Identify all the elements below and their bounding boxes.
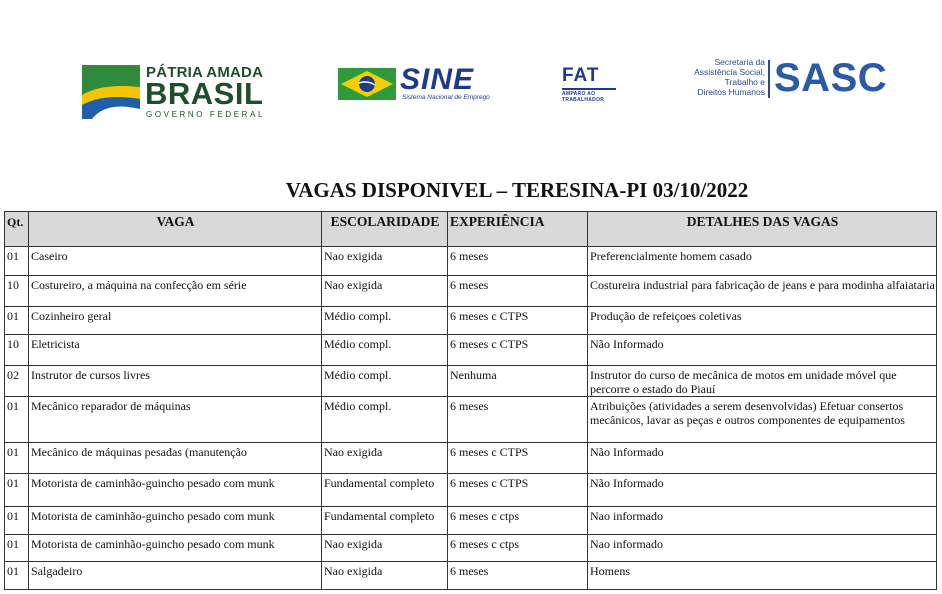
document-title: VAGAS DISPONIVEL – TERESINA-PI 03/10/2022: [285, 178, 749, 202]
cell-experiencia: 6 meses: [448, 562, 588, 590]
cell-vaga: Cozinheiro geral: [29, 307, 322, 335]
cell-escolaridade: Médio compl.: [322, 307, 448, 335]
cell-detalhes: Costureira industrial para fabricação de jeans e para modinha alfaiataria: [588, 276, 937, 307]
cell-detalhes: Nao informado: [588, 507, 937, 535]
cell-qt: 01: [5, 562, 29, 590]
brasil-logo-line2: BRASIL: [145, 76, 264, 111]
brasil-logo-line1: PÁTRIA AMADA: [146, 64, 264, 81]
cell-detalhes: Homens: [588, 562, 937, 590]
cell-vaga: Mecânico reparador de máquinas: [29, 397, 322, 443]
cell-experiencia: 6 meses: [448, 397, 588, 443]
table-row: [5, 276, 937, 307]
cell-vaga: Eletricista: [29, 335, 322, 366]
cell-qt: 01: [5, 397, 29, 443]
header-detalhes: DETALHES DAS VAGAS: [588, 212, 937, 247]
sasc-logo-name: SASC: [774, 56, 888, 100]
cell-escolaridade: Fundamental completo: [322, 474, 448, 507]
patria-amada-brasil-logo: [82, 63, 266, 121]
header-vaga: VAGA: [29, 212, 322, 247]
header-experiencia: EXPERIÊNCIA: [448, 212, 588, 247]
cell-qt: 02: [5, 366, 29, 397]
cell-experiencia: 6 meses: [448, 247, 588, 276]
cell-experiencia: 6 meses c CTPS: [448, 474, 588, 507]
sasc-logo-divider: [768, 60, 770, 98]
sine-logo-name: SINE: [400, 63, 475, 96]
cell-experiencia: 6 meses c CTPS: [448, 335, 588, 366]
cell-escolaridade: Nao exigida: [322, 247, 448, 276]
sine-logo: [338, 63, 514, 106]
table-row: [5, 443, 937, 474]
table-row: [5, 335, 937, 366]
table-row: [5, 307, 937, 335]
cell-vaga: Motorista de caminhão-guincho pesado com munk: [29, 474, 322, 507]
cell-vaga: Caseiro: [29, 247, 322, 276]
cell-escolaridade: Nao exigida: [322, 443, 448, 474]
cell-qt: 10: [5, 335, 29, 366]
cell-vaga: Motorista de caminhão-guincho pesado com munk: [29, 535, 322, 562]
cell-qt: 01: [5, 507, 29, 535]
fat-logo-divider: [562, 88, 616, 90]
cell-qt: 01: [5, 307, 29, 335]
cell-qt: 01: [5, 247, 29, 276]
cell-vaga: Motorista de caminhão-guincho pesado com munk: [29, 507, 322, 535]
cell-experiencia: 6 meses c ctps: [448, 507, 588, 535]
fat-logo-subtitle-line2: TRABALHADOR: [562, 97, 605, 103]
cell-escolaridade: Nao exigida: [322, 276, 448, 307]
table-header-row: [5, 212, 937, 247]
cell-detalhes: Não Informado: [588, 335, 937, 366]
cell-qt: 10: [5, 276, 29, 307]
table-row: [5, 366, 937, 397]
sasc-caption-line4: Direitos Humanos: [697, 87, 765, 97]
sasc-caption-line2: Assistência Social,: [694, 67, 765, 77]
table-row: [5, 474, 937, 507]
cell-vaga: Costureiro, a máquina na confecção em série: [29, 276, 322, 307]
cell-experiencia: 6 meses c CTPS: [448, 307, 588, 335]
sasc-caption-line3: Trabalho e: [724, 77, 765, 87]
fat-logo-subtitle-line1: AMPARO AO: [562, 91, 596, 97]
cell-escolaridade: Médio compl.: [322, 335, 448, 366]
cell-detalhes: Não Informado: [588, 474, 937, 507]
sasc-caption-line1: Secretaria da: [714, 57, 765, 67]
table-row: [5, 507, 937, 535]
cell-experiencia: 6 meses: [448, 276, 588, 307]
fat-logo-name: FAT: [562, 65, 600, 86]
cell-escolaridade: Fundamental completo: [322, 507, 448, 535]
cell-vaga: Mecânico de máquinas pesadas (manutenção: [29, 443, 322, 474]
table-row: [5, 247, 937, 276]
cell-escolaridade: Médio compl.: [322, 397, 448, 443]
sine-flag-icon: [338, 68, 396, 100]
cell-detalhes: Nao informado: [588, 535, 937, 562]
brasil-flag-icon: [82, 65, 140, 119]
cell-vaga: Instrutor de cursos livres: [29, 366, 322, 397]
fat-logo-subtitle: [562, 91, 604, 103]
cell-escolaridade: Nao exigida: [322, 535, 448, 562]
sine-logo-subtitle: Sistema Nacional de Emprego: [402, 94, 490, 101]
cell-detalhes: Produção de refeiçoes coletivas: [588, 307, 937, 335]
cell-qt: 01: [5, 443, 29, 474]
cell-qt: 01: [5, 535, 29, 562]
fat-logo: [560, 67, 620, 103]
cell-qt: 01: [5, 474, 29, 507]
cell-escolaridade: Médio compl.: [322, 366, 448, 397]
vagas-table: [4, 211, 937, 590]
cell-escolaridade: Nao exigida: [322, 562, 448, 590]
sasc-logo-caption: [655, 57, 765, 97]
cell-detalhes: Não Informado: [588, 443, 937, 474]
cell-experiencia: 6 meses c CTPS: [448, 443, 588, 474]
table-row: [5, 562, 937, 590]
table-row: [5, 397, 937, 443]
cell-detalhes: Atribuições (atividades a serem desenvolvidas) Efetuar consertos mecânicos, lavar as peças e outros componentes de equipamentos: [588, 397, 937, 443]
table-row: [5, 535, 937, 562]
cell-vaga: Salgadeiro: [29, 562, 322, 590]
cell-detalhes: Preferencialmente homem casado: [588, 247, 937, 276]
header-escolaridade: ESCOLARIDADE: [322, 212, 448, 247]
brasil-logo-line3: GOVERNO FEDERAL: [146, 110, 266, 119]
cell-detalhes: Instrutor do curso de mecânica de motos em unidade móvel que percorre o estado do Piauí: [588, 366, 937, 397]
cell-experiencia: 6 meses c ctps: [448, 535, 588, 562]
sasc-logo: [694, 56, 888, 103]
header-qt: Qt.: [5, 212, 29, 247]
cell-experiencia: Nenhuma: [448, 366, 588, 397]
